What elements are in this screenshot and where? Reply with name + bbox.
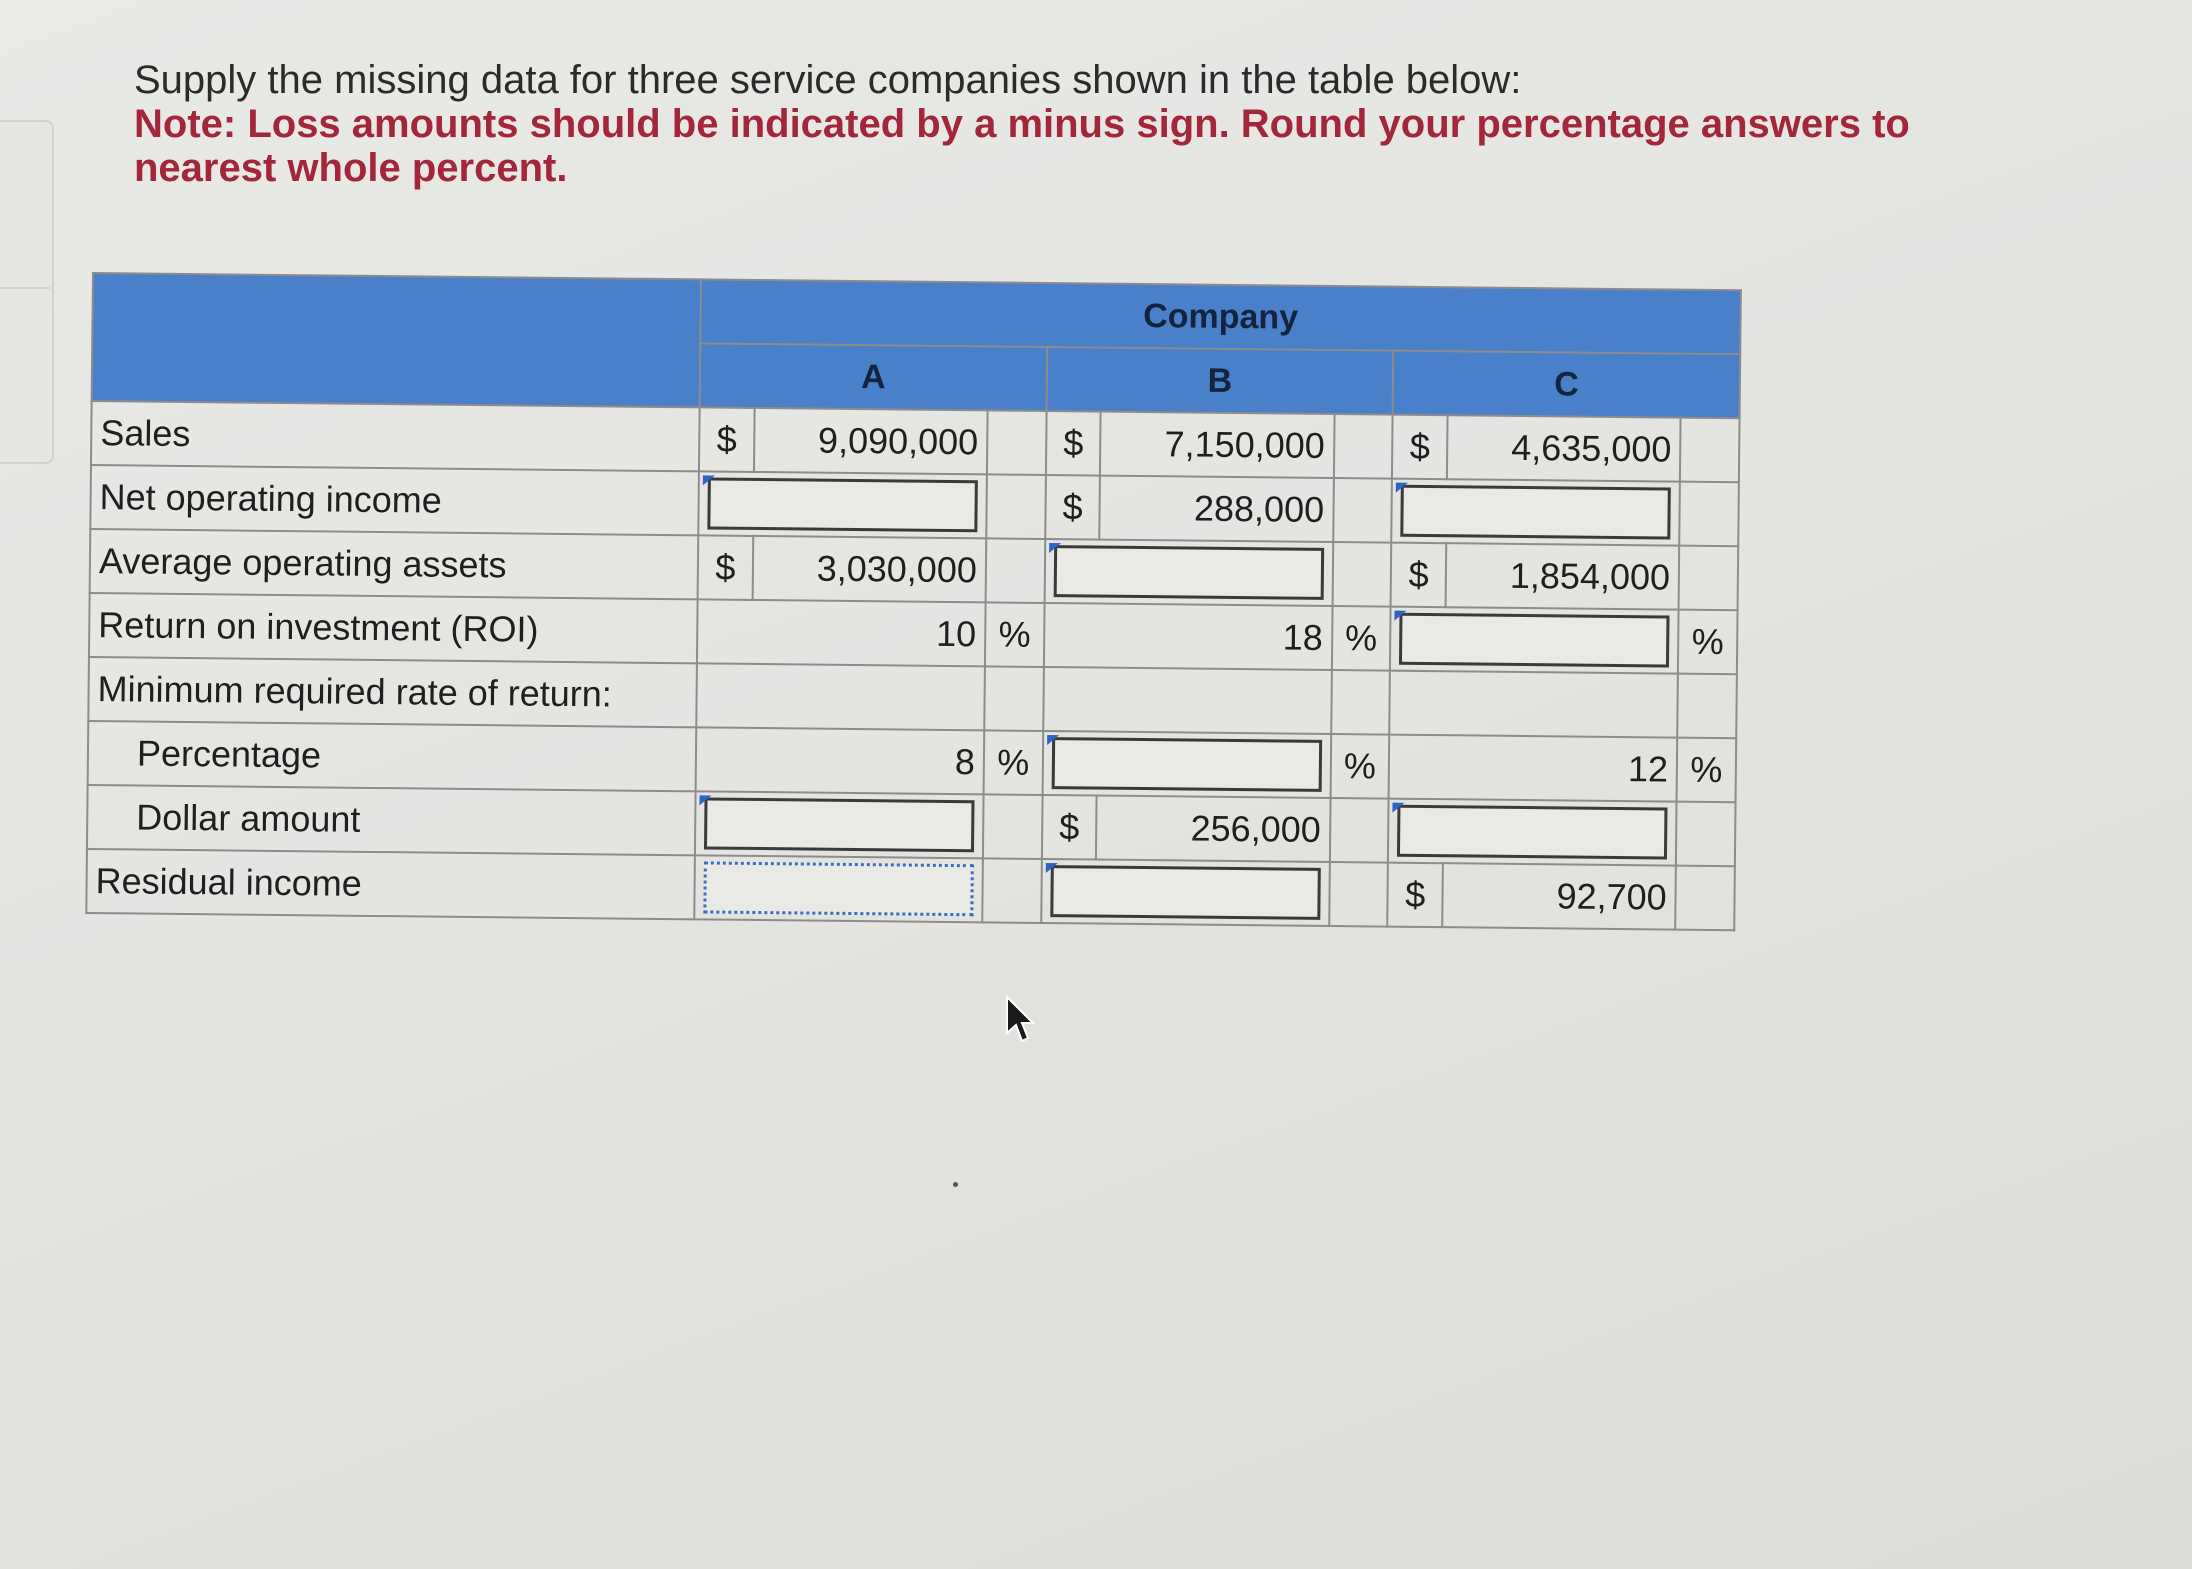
residual-b-input[interactable] (1041, 859, 1329, 926)
screen-speck (953, 1182, 958, 1187)
sales-c-currency: $ (1392, 415, 1447, 480)
noi-c-unit (1679, 482, 1739, 547)
residual-b-unit (1329, 862, 1388, 927)
sales-c-value: 4,635,000 (1447, 415, 1681, 481)
noi-a-input[interactable] (698, 471, 986, 538)
roi-a-value: 10 (697, 599, 985, 666)
residual-a-input-box-focused[interactable] (703, 861, 973, 916)
min-a-unit (984, 666, 1043, 731)
min-b-empty (1043, 667, 1331, 734)
column-header-a: A (700, 343, 1047, 411)
row-label-residual-income: Residual income (86, 849, 695, 919)
sales-b-value: 7,150,000 (1100, 412, 1334, 478)
row-label-average-operating-assets: Average operating assets (90, 529, 699, 599)
noi-c-input[interactable] (1392, 479, 1680, 546)
header-corner (92, 273, 701, 407)
percentage-a-unit: % (984, 730, 1043, 795)
row-label-sales: Sales (91, 401, 700, 471)
percentage-b-input[interactable] (1042, 731, 1330, 798)
company-group-header: Company (700, 279, 1741, 354)
dollar-a-unit (983, 794, 1042, 859)
residual-a-input[interactable] (694, 855, 982, 922)
left-panel-edge (0, 120, 54, 464)
row-label-dollar-amount: Dollar amount (87, 785, 696, 855)
residual-c-value: 92,700 (1442, 863, 1676, 929)
column-header-c: C (1393, 351, 1740, 419)
column-header-b: B (1046, 347, 1393, 415)
sales-a-value: 9,090,000 (754, 408, 988, 474)
row-label-roi: Return on investment (ROI) (89, 593, 698, 663)
noi-a-unit (986, 474, 1045, 539)
dollar-b-currency: $ (1042, 795, 1097, 860)
dollar-a-input[interactable] (695, 791, 983, 858)
input-flag-icon (1396, 483, 1408, 493)
dollar-a-input-box[interactable] (704, 797, 974, 852)
percentage-a-value: 8 (696, 727, 984, 794)
input-flag-icon (1393, 803, 1405, 813)
row-label-net-operating-income: Net operating income (90, 465, 699, 535)
sales-a-currency: $ (699, 407, 754, 472)
dollar-c-input-box[interactable] (1397, 805, 1667, 860)
assets-a-value: 3,030,000 (752, 536, 986, 602)
sales-b-currency: $ (1046, 411, 1101, 476)
mouse-pointer-icon (1005, 995, 1035, 1045)
roi-b-value: 18 (1044, 603, 1332, 670)
roi-a-unit: % (985, 602, 1044, 667)
assets-a-unit (986, 538, 1045, 603)
input-flag-icon (1047, 735, 1059, 745)
percentage-c-value: 12 (1389, 735, 1677, 802)
percentage-c-unit: % (1677, 738, 1737, 803)
min-a-empty (696, 663, 984, 730)
noi-c-input-box[interactable] (1401, 485, 1671, 540)
residual-b-input-box[interactable] (1050, 865, 1320, 920)
row-label-minimum-required-rate: Minimum required rate of return: (88, 657, 697, 727)
left-panel-divider (0, 287, 50, 289)
row-label-percentage: Percentage (88, 721, 697, 791)
roi-c-unit: % (1678, 610, 1738, 675)
roi-b-unit: % (1331, 606, 1390, 671)
min-b-unit (1331, 670, 1390, 735)
company-data-table (85, 272, 1742, 931)
instructions-text: Supply the missing data for three service companies shown in the table below: (134, 58, 1522, 102)
residual-a-unit (982, 858, 1041, 923)
roi-c-input[interactable] (1390, 607, 1678, 674)
dollar-c-unit (1676, 802, 1736, 867)
input-flag-icon (703, 475, 715, 485)
assets-c-currency: $ (1391, 543, 1446, 608)
input-flag-icon (1395, 611, 1407, 621)
min-c-empty (1390, 671, 1678, 738)
assets-c-value: 1,854,000 (1446, 543, 1680, 609)
min-c-unit (1677, 674, 1737, 739)
sales-a-unit (987, 410, 1046, 475)
sales-b-unit (1333, 414, 1392, 479)
dollar-b-value: 256,000 (1096, 796, 1330, 862)
table-group-header-row (92, 273, 1741, 354)
noi-b-value: 288,000 (1100, 476, 1334, 542)
noi-b-currency: $ (1045, 475, 1100, 540)
assets-b-input-box[interactable] (1053, 545, 1323, 600)
residual-c-currency: $ (1388, 863, 1443, 928)
percentage-b-input-box[interactable] (1051, 737, 1321, 792)
assets-c-unit (1679, 546, 1739, 611)
assets-b-unit (1332, 542, 1391, 607)
input-flag-icon (1049, 543, 1061, 553)
sales-c-unit (1680, 418, 1740, 483)
dollar-b-unit (1329, 798, 1388, 863)
instructions-note: Note: Loss amounts should be indicated by a minus sign. Round your percentage answers to nearest whole percent. (134, 102, 1910, 190)
input-flag-icon (700, 795, 712, 805)
noi-b-unit (1333, 478, 1392, 543)
residual-c-unit (1675, 866, 1735, 931)
assets-b-input[interactable] (1044, 539, 1332, 606)
input-flag-icon (1045, 863, 1057, 873)
percentage-b-unit: % (1330, 734, 1389, 799)
assets-a-currency: $ (698, 535, 753, 600)
instructions (134, 58, 2014, 190)
roi-c-input-box[interactable] (1399, 613, 1669, 668)
noi-a-input-box[interactable] (707, 477, 977, 532)
dollar-c-input[interactable] (1388, 799, 1676, 866)
